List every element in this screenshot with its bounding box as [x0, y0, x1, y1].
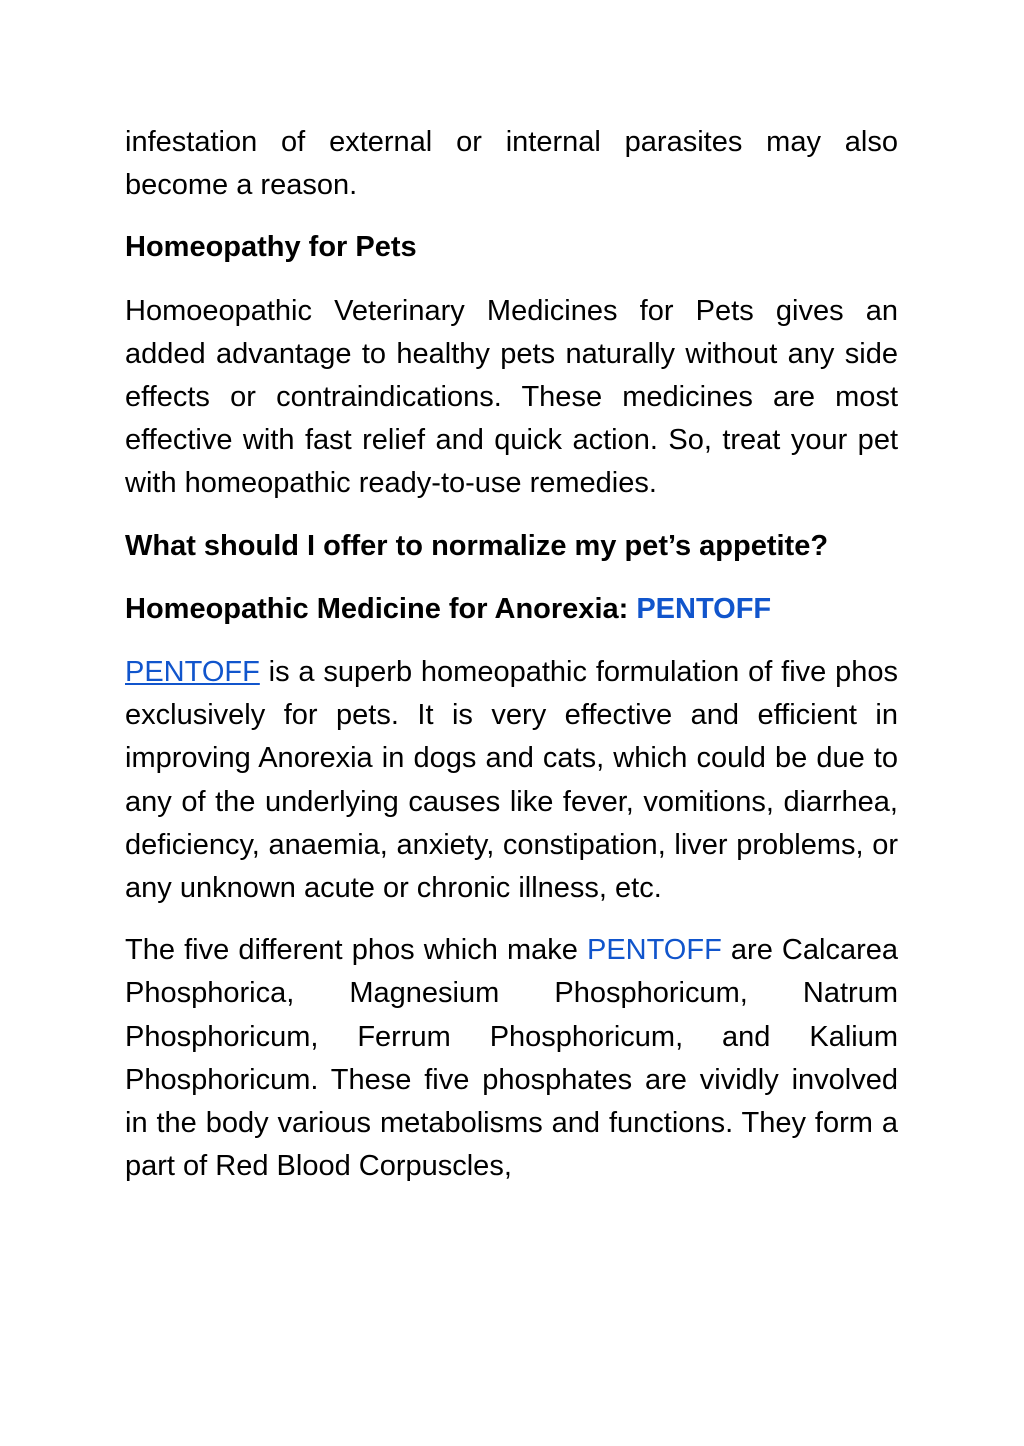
medicine-heading [125, 588, 898, 631]
pentoff-inline-link[interactable]: PENTOFF [586, 934, 722, 967]
question-heading: What should I offer to normalize my pet’s appetite? [125, 529, 829, 562]
homeopathy-paragraph: Homoeopathic Veterinary Medicines for Pets gives an added advantage to healthy pets naturally without any side effects or contraindications. These medicines are most effective with fast relief and quick action. So, treat your pet with homeopathic ready-to-use remedies. [125, 294, 898, 500]
phos-paragraph [125, 929, 898, 1188]
pentoff-paragraph-text: is a superb homeopathic formulation of five phos exclusively for pets. It is very effective and efficient in improving Anorexia in dogs and cats, which could be due to any of the underlying causes like fever, vomitions, diarrhea, deficiency, anaemia, anxiety, constipation, liver problems, or any unknown acute or chronic illness, etc. [125, 656, 898, 905]
homeopathy-heading: Homeopathy for Pets [125, 231, 417, 264]
phos-paragraph-text: are Calcarea Phosphorica, Magnesium Phosphoricum, Natrum Phosphoricum, Ferrum Phosphoricum, and Kalium Phosphoricum. These five phosphates are vividly involved in the body various metabolisms and functions. They form a part of Red Blood Corpuscles, [125, 934, 898, 1183]
pentoff-heading-link[interactable]: PENTOFF [636, 592, 772, 625]
medicine-heading-label: Homeopathic Medicine for Anorexia: [125, 592, 637, 625]
document-page [125, 121, 898, 1207]
phos-paragraph-intro: The five different phos which make [125, 934, 587, 967]
pentoff-paragraph [125, 651, 898, 910]
pentoff-link[interactable]: PENTOFF [125, 656, 260, 689]
intro-paragraph: infestation of external or internal parasites may also become a reason. [125, 126, 898, 202]
